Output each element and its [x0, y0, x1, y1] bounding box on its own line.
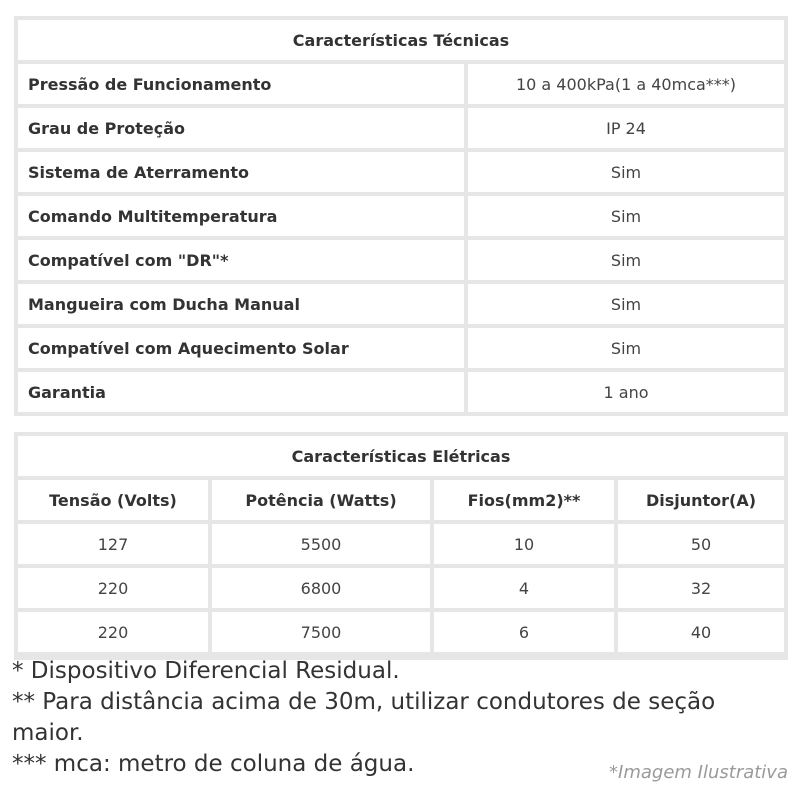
row-value: Sim — [468, 152, 784, 192]
illustrative-image-watermark: *Imagem Ilustrativa — [609, 762, 788, 783]
footnote-dr: * Dispositivo Diferencial Residual. — [12, 658, 400, 684]
table-row — [18, 524, 784, 564]
table-header-row — [18, 480, 784, 520]
row-label: Compatível com Aquecimento Solar — [18, 328, 464, 368]
electrical-characteristics-table — [14, 432, 788, 660]
row-label: Pressão de Funcionamento — [18, 64, 464, 104]
table-row — [18, 568, 784, 608]
wires-cell: 6 — [434, 612, 614, 652]
voltage-cell: 127 — [18, 524, 208, 564]
voltage-cell: 220 — [18, 612, 208, 652]
row-value: Sim — [468, 328, 784, 368]
table-row — [18, 152, 784, 192]
table-row — [18, 372, 784, 412]
technical-characteristics-table — [14, 16, 788, 416]
row-label: Compatível com "DR"* — [18, 240, 464, 280]
footnote-mca: *** mca: metro de coluna de água. — [12, 751, 415, 777]
column-header-voltage: Tensão (Volts) — [18, 480, 208, 520]
table-row — [18, 240, 784, 280]
row-label: Mangueira com Ducha Manual — [18, 284, 464, 324]
table-row — [18, 328, 784, 368]
power-cell: 7500 — [212, 612, 430, 652]
row-label: Comando Multitemperatura — [18, 196, 464, 236]
table-title: Características Elétricas — [18, 436, 784, 476]
row-label: Garantia — [18, 372, 464, 412]
breaker-cell: 50 — [618, 524, 784, 564]
footnote-wire-distance: ** Para distância acima de 30m, utilizar condutores de seção maior. — [12, 689, 716, 746]
row-value: Sim — [468, 196, 784, 236]
row-label: Grau de Proteção — [18, 108, 464, 148]
power-cell: 5500 — [212, 524, 430, 564]
wires-cell: 10 — [434, 524, 614, 564]
row-value: 10 a 400kPa(1 a 40mca***) — [468, 64, 784, 104]
power-cell: 6800 — [212, 568, 430, 608]
row-label: Sistema de Aterramento — [18, 152, 464, 192]
column-header-power: Potência (Watts) — [212, 480, 430, 520]
voltage-cell: 220 — [18, 568, 208, 608]
breaker-cell: 32 — [618, 568, 784, 608]
table-title: Características Técnicas — [18, 20, 784, 60]
table-title-row — [18, 436, 784, 476]
table-row — [18, 284, 784, 324]
table-row — [18, 196, 784, 236]
wires-cell: 4 — [434, 568, 614, 608]
table-row — [18, 64, 784, 104]
row-value: IP 24 — [468, 108, 784, 148]
breaker-cell: 40 — [618, 612, 784, 652]
table-row — [18, 612, 784, 652]
row-value: Sim — [468, 284, 784, 324]
row-value: Sim — [468, 240, 784, 280]
column-header-breaker: Disjuntor(A) — [618, 480, 784, 520]
row-value: 1 ano — [468, 372, 784, 412]
table-title-row — [18, 20, 784, 60]
table-row — [18, 108, 784, 148]
column-header-wires: Fios(mm2)** — [434, 480, 614, 520]
